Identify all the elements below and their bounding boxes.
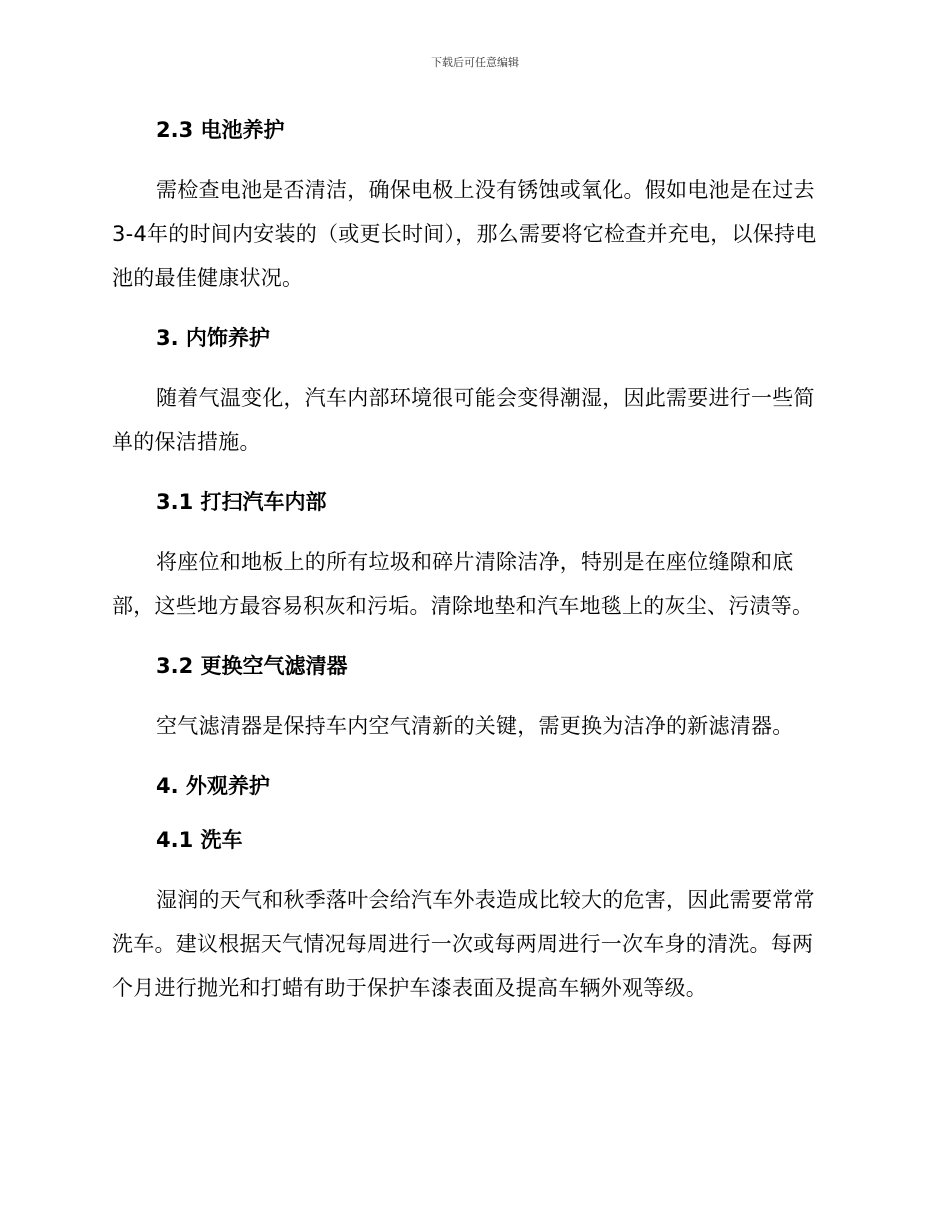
- document-body: [112, 114, 832, 1010]
- section-heading-battery: 2.3 电池养护: [156, 118, 285, 142]
- header-note: 下载后可任意编辑: [431, 56, 519, 69]
- section-heading-car-wash: 4.1 洗车: [156, 828, 243, 852]
- section-text-clean-interior: 将座位和地板上的所有垃圾和碎片清除洁净，特别是在座位缝隙和底部，这些地方最容易积灰和污垢。清除地垫和汽车地毯上的灰尘、污渍等。: [112, 550, 814, 618]
- section-text-battery: 需检查电池是否清洁，确保电极上没有锈蚀或氧化。假如电池是在过去3-4年的时间内安装的（或更长时间），那么需要将它检查并充电，以保持电池的最佳健康状况。: [112, 178, 817, 290]
- section-heading-interior: 3. 内饰养护: [156, 326, 270, 350]
- section-heading-clean-interior: 3.1 打扫汽车内部: [156, 490, 327, 514]
- section-text-interior: 随着气温变化，汽车内部环境很可能会变得潮湿，因此需要进行一些简单的保洁措施。: [112, 386, 815, 454]
- section-heading-exterior: 4. 外观养护: [156, 774, 270, 798]
- section-text-air-filter: 空气滤清器是保持车内空气清新的关键，需更换为洁净的新滤清器。: [156, 714, 794, 738]
- section-heading-air-filter: 3.2 更换空气滤清器: [156, 654, 348, 678]
- section-text-car-wash: 湿润的天气和秋季落叶会给汽车外表造成比较大的危害，因此需要常常洗车。建议根据天气情况每周进行一次或每两周进行一次车身的清洗。每两个月进行抛光和打蜡有助于保护车漆表面及提高车辆外观等级。: [112, 888, 815, 1000]
